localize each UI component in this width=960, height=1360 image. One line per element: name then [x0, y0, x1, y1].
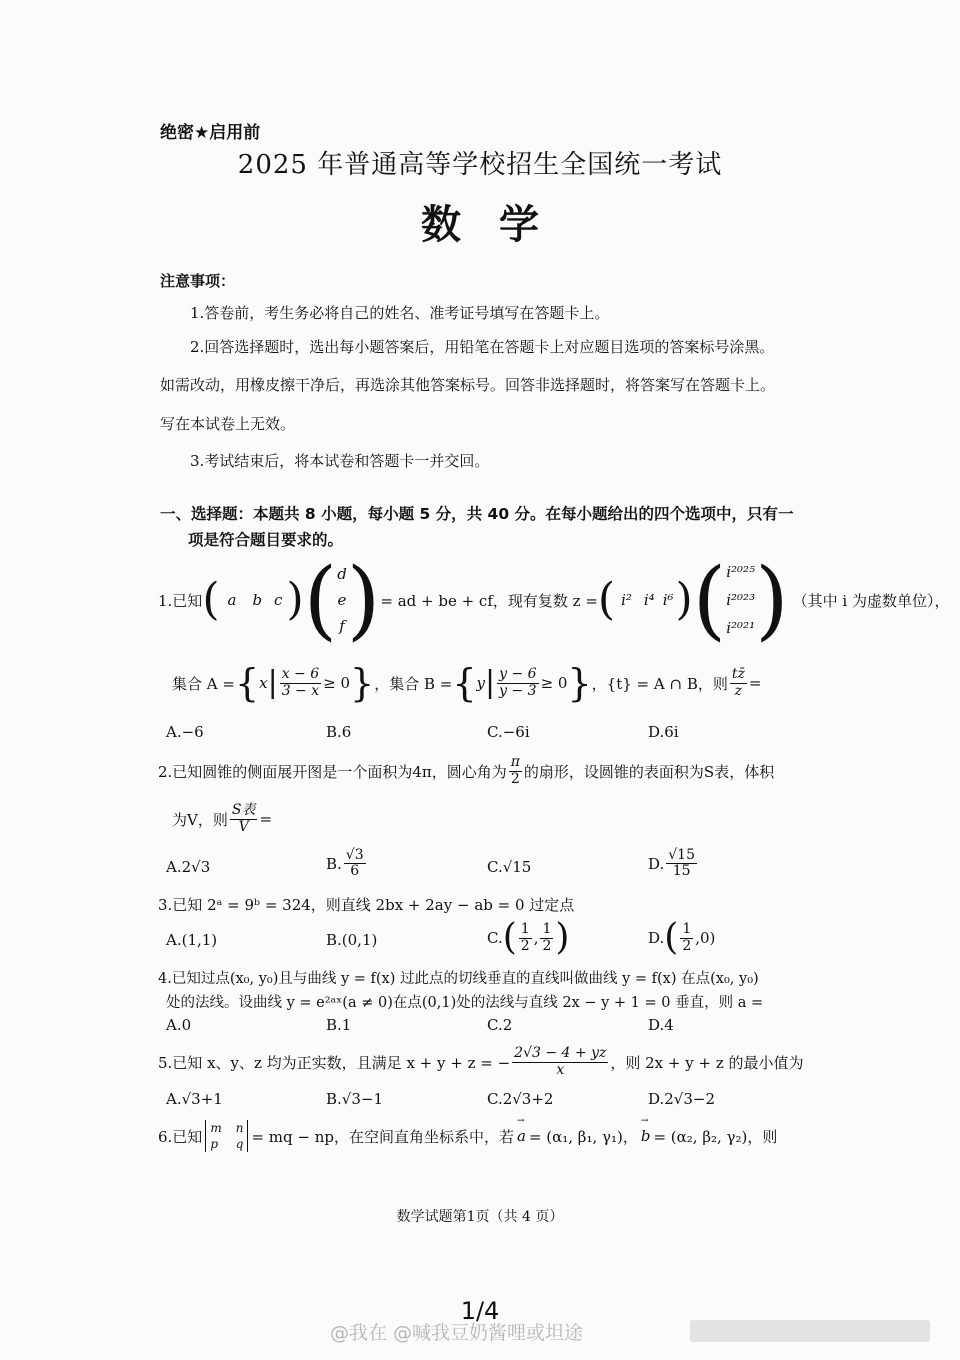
q4-option-a: A.0	[166, 1016, 192, 1034]
notice-item-2-line-2: 如需改动，用橡皮擦干净后，再选涂其他答案标号。回答非选择题时，将答案写在答题卡上。	[160, 376, 776, 394]
q2-option-c: C.√15	[487, 858, 532, 876]
q2-option-b-denominator: 6	[350, 863, 360, 880]
page-caption: 数学试题第1页（共 4 页）	[396, 1209, 564, 1225]
q1-intersection: ，{t} = A ∩ B，则	[591, 674, 728, 693]
confidential-mark: 绝密★启用前	[160, 123, 261, 143]
exam-title: 2025 年普通高等学校招生全国统一考试	[237, 150, 723, 180]
q5-denominator: x	[556, 1061, 565, 1078]
q1-row-b: b	[252, 591, 263, 609]
q1-z-col-3: i²⁰²¹	[726, 619, 756, 637]
q1-option-a: A.−6	[166, 723, 204, 741]
q2-ask-denominator: V	[238, 818, 249, 835]
q6-det-p: p	[210, 1137, 218, 1151]
q1-ask-denominator: z	[734, 682, 743, 699]
subject-title: 数学	[421, 201, 577, 248]
q2-text-start: 2.已知圆锥的侧面展开图是一个面积为4π，圆心角为	[158, 762, 507, 781]
q3-d-den: 2	[682, 937, 692, 954]
q1-set-a-denominator: 3 − x	[281, 682, 320, 699]
q2-option-b	[326, 848, 368, 880]
q1-z-row-3: i⁶	[662, 591, 674, 609]
q5-text-start: 5.已知 x、y、z 均为正实数，且满足 x + y + z = −	[158, 1053, 511, 1072]
q2-option-d-label: D.	[648, 854, 665, 873]
notice-item-2-line-1: 2.回答选择题时，选出每小题答案后，用铅笔在答题卡上对应题目选项的答案标号涂黑。	[190, 338, 775, 356]
q2-option-a: A.2√3	[166, 858, 211, 876]
section-heading-line-2: 项是符合题目要求的。	[188, 531, 344, 549]
q6-vector-a: → a	[517, 1127, 526, 1145]
q2-option-d	[648, 848, 699, 880]
question-5-text	[158, 1042, 804, 1082]
q1-col-d: d	[337, 565, 347, 583]
q1-z-col-2: i²⁰²³	[726, 591, 756, 609]
section-heading-line-1: 一、选择题：本题共 8 小题，每小题 5 分，共 40 分。在每小题给出的四个选项中，只有一	[160, 505, 794, 523]
q6-det-n: n	[235, 1121, 244, 1135]
q1-row-c: c	[274, 591, 283, 609]
q4-option-c: C.2	[487, 1016, 513, 1034]
q1-col-f: f	[339, 617, 345, 635]
notice-heading: 注意事项：	[160, 272, 236, 290]
question-6-text	[158, 1114, 777, 1158]
q1-set-b-label: ，集合 B =	[374, 674, 453, 693]
q1-z-row-2: i⁴	[643, 591, 655, 609]
q1-set-b-numerator: y − 6	[499, 666, 537, 683]
q1-set-a-numerator: x − 6	[281, 666, 320, 683]
q2-angle-numerator: π	[510, 754, 520, 771]
q1-definition: = ad + be + cf，现有复数 z =	[380, 591, 598, 610]
q2-option-b-numerator: √3	[345, 847, 364, 863]
watermark-redaction	[690, 1320, 930, 1342]
question-4-line-1: 4.已知过点(x₀, y₀)且与曲线 y = f(x) 过此点的切线垂直的直线叫做曲线 y = f(x) 在点(x₀, y₀)	[158, 971, 759, 987]
page-number: 1/4	[460, 1297, 500, 1325]
q2-text-end: 的扇形，设圆锥的表面积为S表，体积	[523, 762, 775, 781]
q5-numerator: 2√3 − 4 + yz	[514, 1045, 607, 1062]
q3-c-den-2: 2	[542, 937, 552, 954]
question-1-line-2: 集合 A = { x | $\frac{x - 6}{3 - x}$ ≥ 0 } ，集合 B = { y | $\frac{y - 6}{y - 3}$ ≥ 0 } ，{t} = A ∩ B，则 $\frac{tz̄}{z}$ =	[172, 661, 762, 705]
q2-angle-denominator: 2	[510, 770, 520, 787]
question-2-line-2	[172, 800, 272, 838]
q6-det-m: m	[210, 1121, 222, 1135]
q2-ask-numerator: S表	[231, 802, 256, 819]
q3-d-tail: ,0)	[695, 929, 716, 947]
q1-option-d: D.6i	[648, 723, 679, 741]
q1-set-b-denominator: y − 3	[499, 682, 537, 699]
q1-row-a: a	[227, 591, 237, 609]
q1-set-a-label: 集合 A =	[172, 674, 235, 693]
q3-c-num-1: 1	[520, 921, 530, 938]
question-1-line-1: 1.已知 ( a b c ) ( d e f ) = ad + be + cf，现有复数 z = ( i² i⁴ i⁶ ) ( i²⁰²⁵ i²⁰²³ i²⁰²¹ ) （其中 i 为虚数单位），	[158, 550, 950, 650]
q6-definition: = mq − np，在空间直角坐标系中，若	[251, 1127, 514, 1146]
q6-vector-a-value: = (α₁, β₁, γ₁)，	[528, 1127, 638, 1146]
q2-ask-equals: =	[259, 810, 273, 828]
q3-option-a: A.(1,1)	[166, 931, 218, 949]
q1-option-c: C.−6i	[487, 723, 530, 741]
q5-option-a: A.√3+1	[166, 1090, 223, 1108]
notice-item-3: 3.考试结束后，将本试卷和答题卡一并交回。	[190, 452, 490, 470]
q3-c-den-1: 2	[520, 937, 530, 954]
q1-set-b-condition: ≥ 0	[540, 674, 568, 692]
q4-option-b: B.1	[326, 1016, 352, 1034]
q5-option-c: C.2√3+2	[487, 1090, 554, 1108]
q4-option-d: D.4	[648, 1016, 674, 1034]
q2-ask-prefix: 为V，则	[172, 810, 228, 829]
q2-option-d-denominator: 15	[672, 863, 691, 880]
q1-ask-equals: =	[748, 674, 762, 692]
question-3-text: 3.已知 2ᵃ = 9ᵇ = 324，则直线 2bx + 2ay − ab = 0 过定点	[158, 896, 575, 914]
q3-d-num: 1	[682, 921, 692, 938]
q3-option-b: B.(0,1)	[326, 931, 378, 949]
q6-vector-b: → b	[641, 1127, 651, 1145]
q2-option-b-label: B.	[326, 854, 342, 873]
q5-option-d: D.2√3−2	[648, 1090, 716, 1108]
q3-option-d-label: D.	[648, 929, 665, 947]
q3-c-num-2: 1	[542, 921, 552, 938]
q2-option-d-numerator: √15	[668, 847, 696, 863]
q1-z-row-1: i²	[621, 591, 632, 609]
q5-option-b: B.√3−1	[326, 1090, 384, 1108]
q1-prefix: 1.已知	[158, 591, 203, 610]
q6-vector-b-value: = (α₂, β₂, γ₂)，则	[653, 1127, 778, 1146]
watermark: @我在 @喊我豆奶酱哩或坦途	[330, 1322, 584, 1344]
q1-col-e: e	[337, 591, 347, 609]
question-2-line-1	[158, 752, 774, 790]
q5-text-end: ，则 2x + y + z 的最小值为	[610, 1053, 804, 1072]
q6-det-q: q	[235, 1137, 244, 1151]
notice-item-1: 1.答卷前，考生务必将自己的姓名、准考证号填写在答题卡上。	[190, 304, 610, 322]
q3-option-d: D. ( $\frac{1}{2}$ ,0)	[648, 917, 716, 958]
question-4-line-2: 处的法线。设曲线 y = e²ᵃˣ(a ≠ 0)在点(0,1)处的法线与直线 2x − y + 1 = 0 垂直，则 a =	[166, 995, 764, 1011]
notice-item-2-line-3: 写在本试卷上无效。	[160, 415, 296, 433]
q1-note: （其中 i 为虚数单位），	[792, 591, 950, 610]
q1-ask-numerator: tz̄	[731, 666, 745, 683]
q1-z-col-1: i²⁰²⁵	[726, 563, 756, 581]
q1-option-b: B.6	[326, 723, 352, 741]
q1-set-a-condition: ≥ 0	[323, 674, 351, 692]
q3-option-c-label: C.	[487, 929, 503, 947]
q6-prefix: 6.已知	[158, 1127, 203, 1146]
q3-option-c: C. ( $\frac{1}{2}$ , $\frac{1}{2}$ )	[487, 917, 570, 958]
